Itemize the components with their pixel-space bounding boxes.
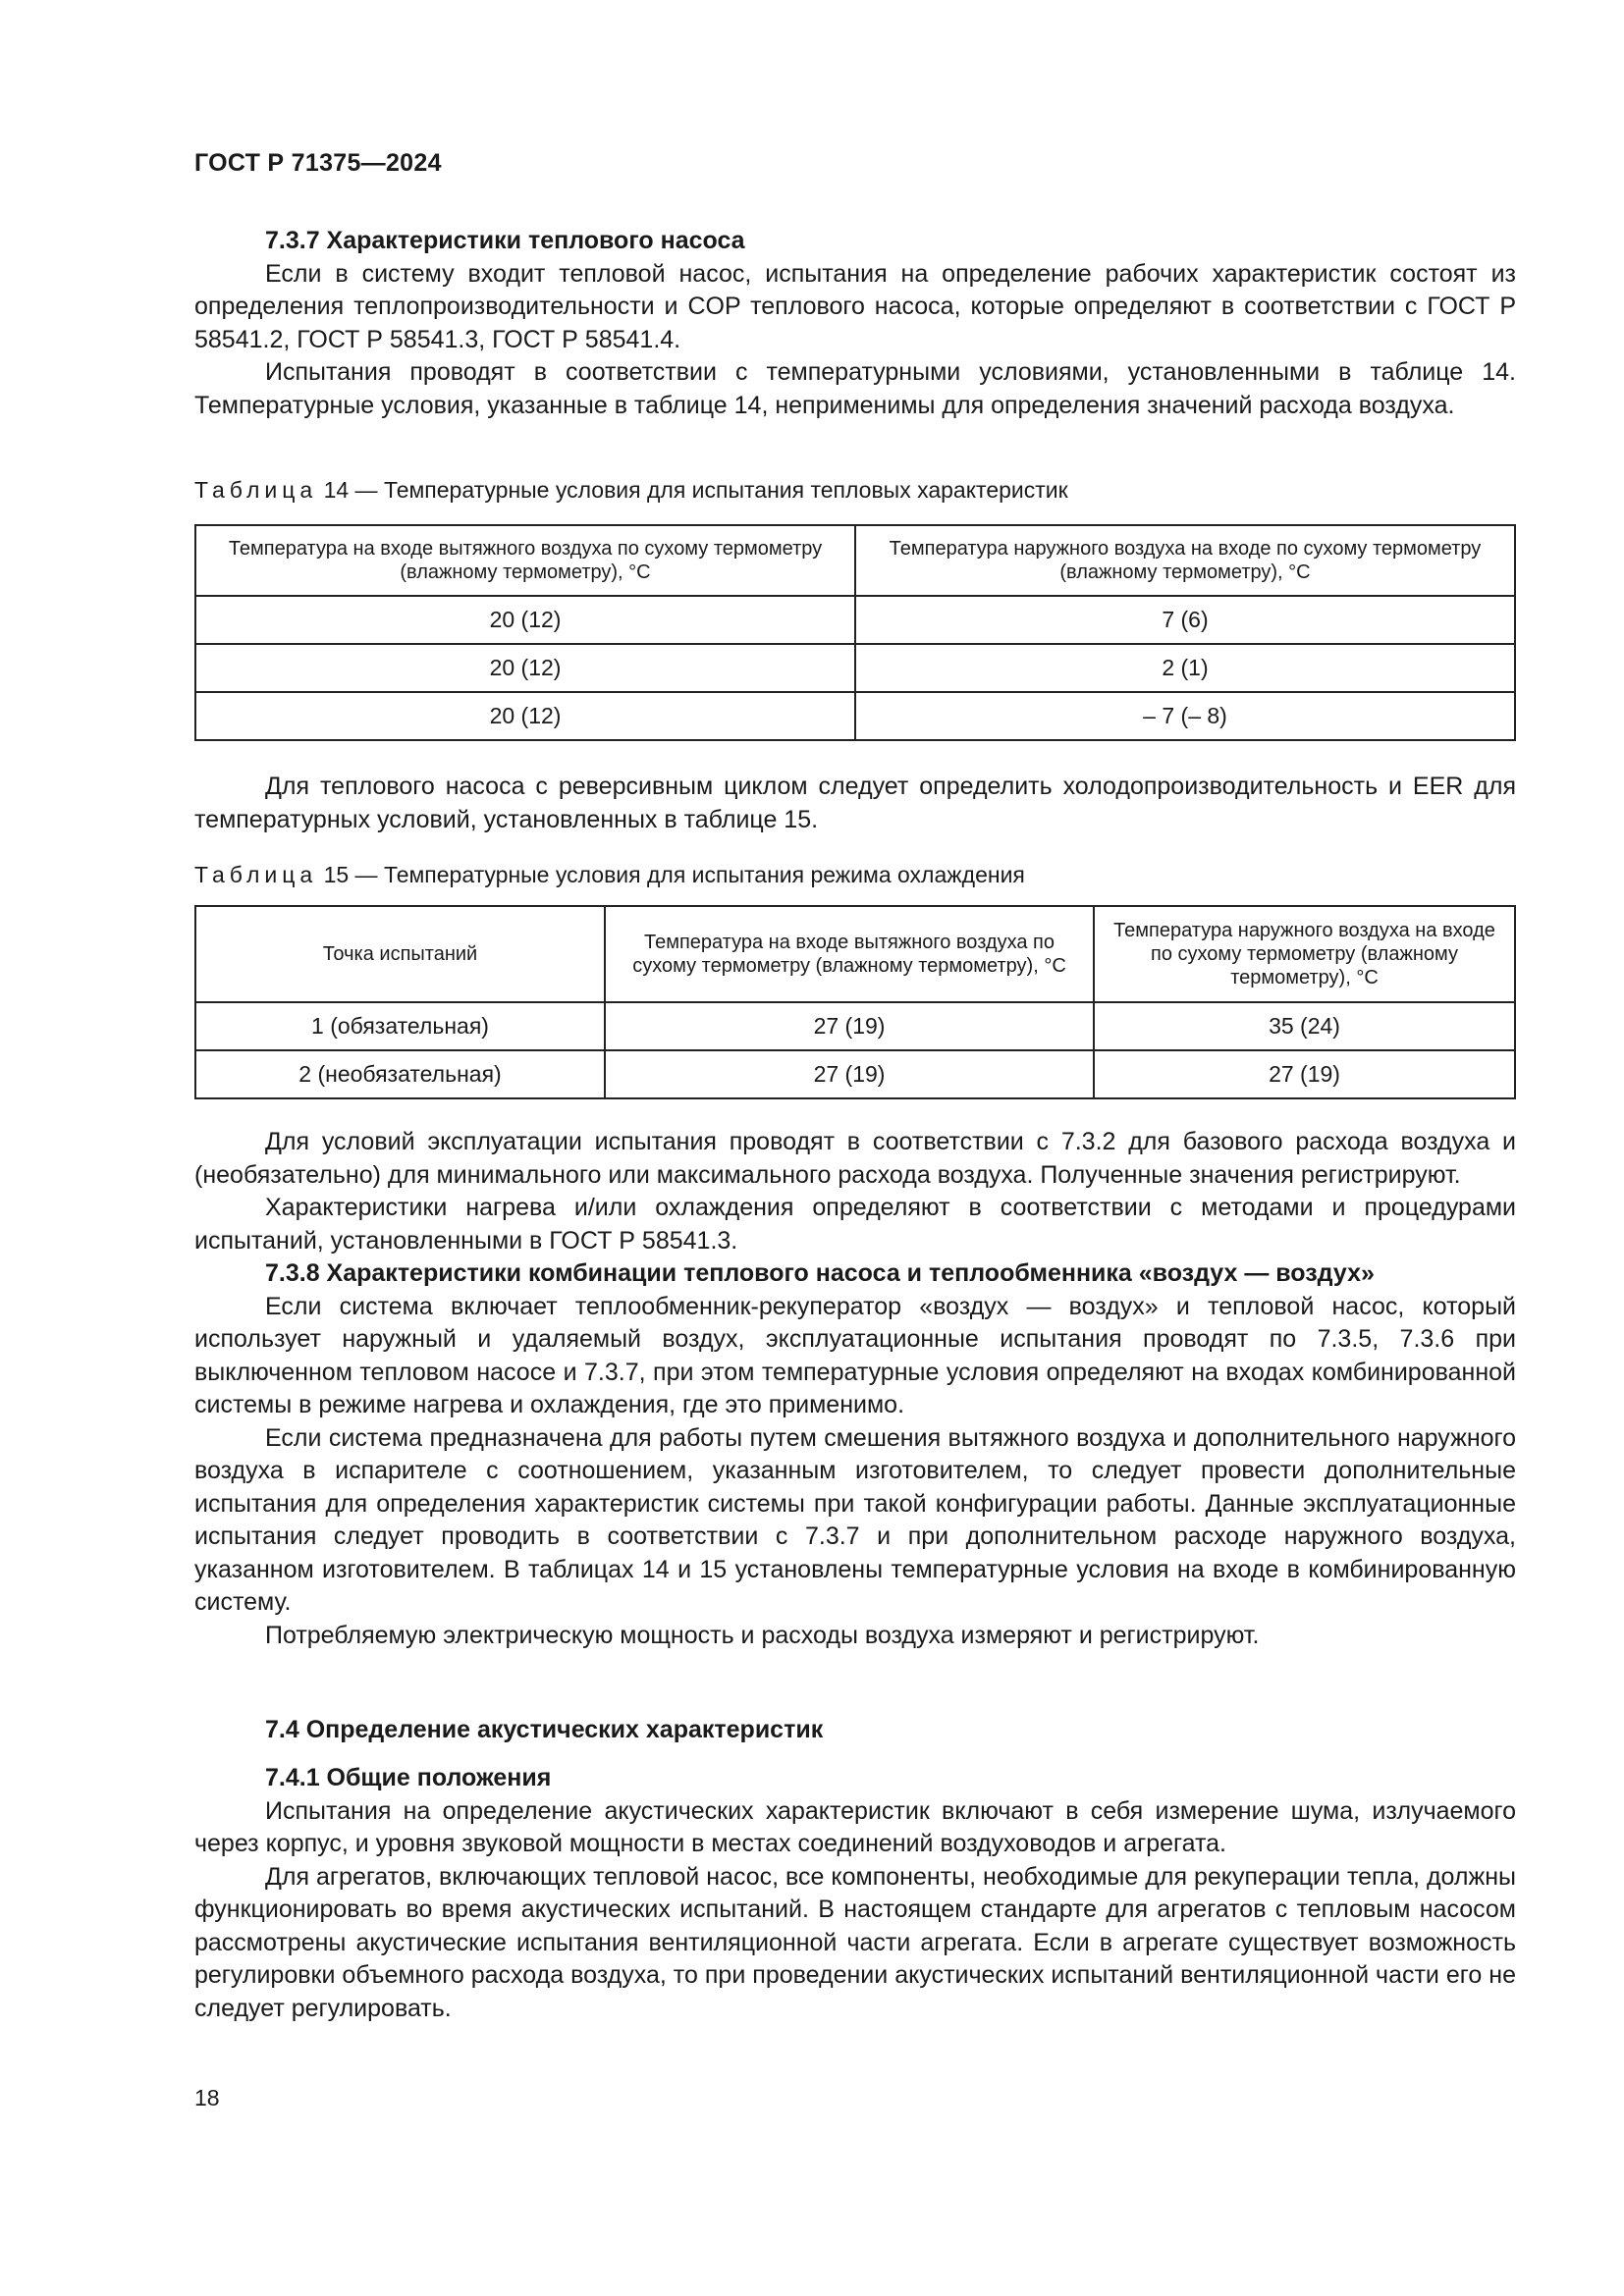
table-row — [195, 644, 1515, 692]
caption-word: Таблица — [194, 862, 318, 887]
caption-word: Таблица — [194, 477, 318, 503]
section-7-4-1 — [194, 1762, 1516, 2025]
paragraph: Если система включает теплообменник-рекуператор «воздух — воздух» и тепловой насос, который использует наружный и удаляемый воздух, эксплуатационные испытания проводят по 7.3.5, 7.3.6 при выключенном тепловом насосе и 7.3.7, при этом температурные условия определяют на входах комбинированной системы в режиме нагрева и охлаждения, где это применимо. — [194, 1292, 1516, 1418]
paragraph: Для агрегатов, включающих тепловой насос, все компоненты, необходимые для рекуперации тепла, должны функционировать во время акустических испытаний. В настоящем стандарте для агрегатов с тепловым насосом рассмотрены акустические испытания вентиляционной части агрегата. Если в агрегате существует возможность регулировки объемного расхода воздуха, то при проведении акустических испытаний вентиляционной части его не следует регулировать. — [194, 1862, 1516, 2022]
table-cell: 7 (6) — [855, 596, 1515, 644]
table-cell: – 7 (– 8) — [855, 692, 1515, 740]
paragraph: Если система предназначена для работы путем смешения вытяжного воздуха и дополнительного наружного воздуха в испарителе с соотношением, указанным изготовителем, то следует провести дополнительные испытания для определения характеристик системы при такой конфигурации работы. Данные эксплуатационные испытания следует проводить в соответствии с 7.3.7 и при дополнительном расходе наружного воздуха, указанном изготовителем. В таблицах 14 и 15 установлены температурные условия на входе в комбинированную систему. — [194, 1423, 1516, 1616]
table-15 — [194, 905, 1516, 1099]
table-header-cell: Точка испытаний — [195, 906, 605, 1002]
table-15-block — [194, 860, 1516, 1099]
table-row — [195, 1050, 1515, 1098]
section-heading: 7.3.8 Характеристики комбинации теплового насоса и теплообменника «воздух — воздух» — [265, 1259, 1375, 1287]
table-caption — [194, 860, 1516, 889]
paragraph: Потребляемую электрическую мощность и расходы воздуха измеряют и регистрируют. — [265, 1621, 1260, 1649]
table-header-cell: Температура наружного воздуха на входе по сухому термометру (влажному термометру), °C — [855, 525, 1515, 596]
table-cell: 20 (12) — [195, 644, 855, 692]
table-header-cell: Температура на входе вытяжного воздуха по сухому термометру (влажному термометру), °C — [605, 906, 1094, 1002]
table-header-row — [195, 906, 1515, 1002]
table-14 — [194, 524, 1516, 741]
section-7-3-7 — [194, 225, 1516, 422]
table-header-cell: Температура на входе вытяжного воздуха по сухому термометру (влажному термометру), °C — [195, 525, 855, 596]
page-number: 18 — [194, 2085, 220, 2110]
paragraph: Для условий эксплуатации испытания проводят в соответствии с 7.3.2 для базового расхода воздуха и (необязательно) для минимального или максимального расхода воздуха. Полученные значения регистрируют. — [194, 1128, 1516, 1189]
paragraph: Для теплового насоса с реверсивным циклом следует определить холодопроизводительность и EER для температурных условий, установленных в таблице 15. — [194, 773, 1516, 833]
document-header: ГОСТ Р 71375—2024 — [194, 149, 442, 177]
paragraph: Испытания проводят в соответствии с температурными условиями, установленными в таблице 14. Температурные условия, указанные в таблице 14, неприменимы для определения значений расхода воздуха. — [194, 358, 1516, 419]
table-header-cell: Температура наружного воздуха на входе по сухому термометру (влажному термометру), °C — [1094, 906, 1515, 1002]
table-cell: 27 (19) — [605, 1050, 1094, 1098]
caption-text: 15 — Температурные условия для испытания режима охлаждения — [323, 862, 1025, 887]
paragraph: Если в систему входит тепловой насос, испытания на определение рабочих характеристик состоят из определения теплопроизводительности и COP теплового насоса, которые определяют в соответствии с ГОСТ Р 58541.2, ГОСТ Р 58541.3, ГОСТ Р 58541.4. — [194, 259, 1516, 353]
after-tables-text — [194, 1126, 1516, 1652]
paragraph: Характеристики нагрева и/или охлаждения определяют в соответствии с методами и процедурами испытаний, установленными в ГОСТ Р 58541.3. — [194, 1194, 1516, 1255]
table-row — [195, 692, 1515, 740]
paragraph: Испытания на определение акустических характеристик включают в себя измерение шума, излучаемого через корпус, и уровня звуковой мощности в местах соединений воздуховодов и агрегата. — [194, 1796, 1516, 1857]
table-row — [195, 1002, 1515, 1050]
table-cell: 2 (необязательная) — [195, 1050, 605, 1098]
table-cell: 35 (24) — [1094, 1002, 1515, 1050]
table-cell: 27 (19) — [605, 1002, 1094, 1050]
table-14-block — [194, 475, 1516, 741]
section-heading: 7.4.1 Общие положения — [265, 1764, 552, 1791]
table-cell: 27 (19) — [1094, 1050, 1515, 1098]
table-cell: 1 (обязательная) — [195, 1002, 605, 1050]
section-heading: 7.3.7 Характеристики теплового насоса — [265, 227, 745, 254]
caption-text: 14 — Температурные условия для испытания тепловых характеристик — [323, 477, 1068, 503]
table-row — [195, 596, 1515, 644]
section-heading: 7.4 Определение акустических характеристик — [265, 1716, 824, 1743]
reversible-cycle-paragraph — [194, 771, 1516, 836]
table-cell: 2 (1) — [855, 644, 1515, 692]
table-cell: 20 (12) — [195, 692, 855, 740]
table-caption — [194, 475, 1516, 505]
table-header-row — [195, 525, 1515, 596]
table-cell: 20 (12) — [195, 596, 855, 644]
section-7-4 — [194, 1714, 1516, 1747]
